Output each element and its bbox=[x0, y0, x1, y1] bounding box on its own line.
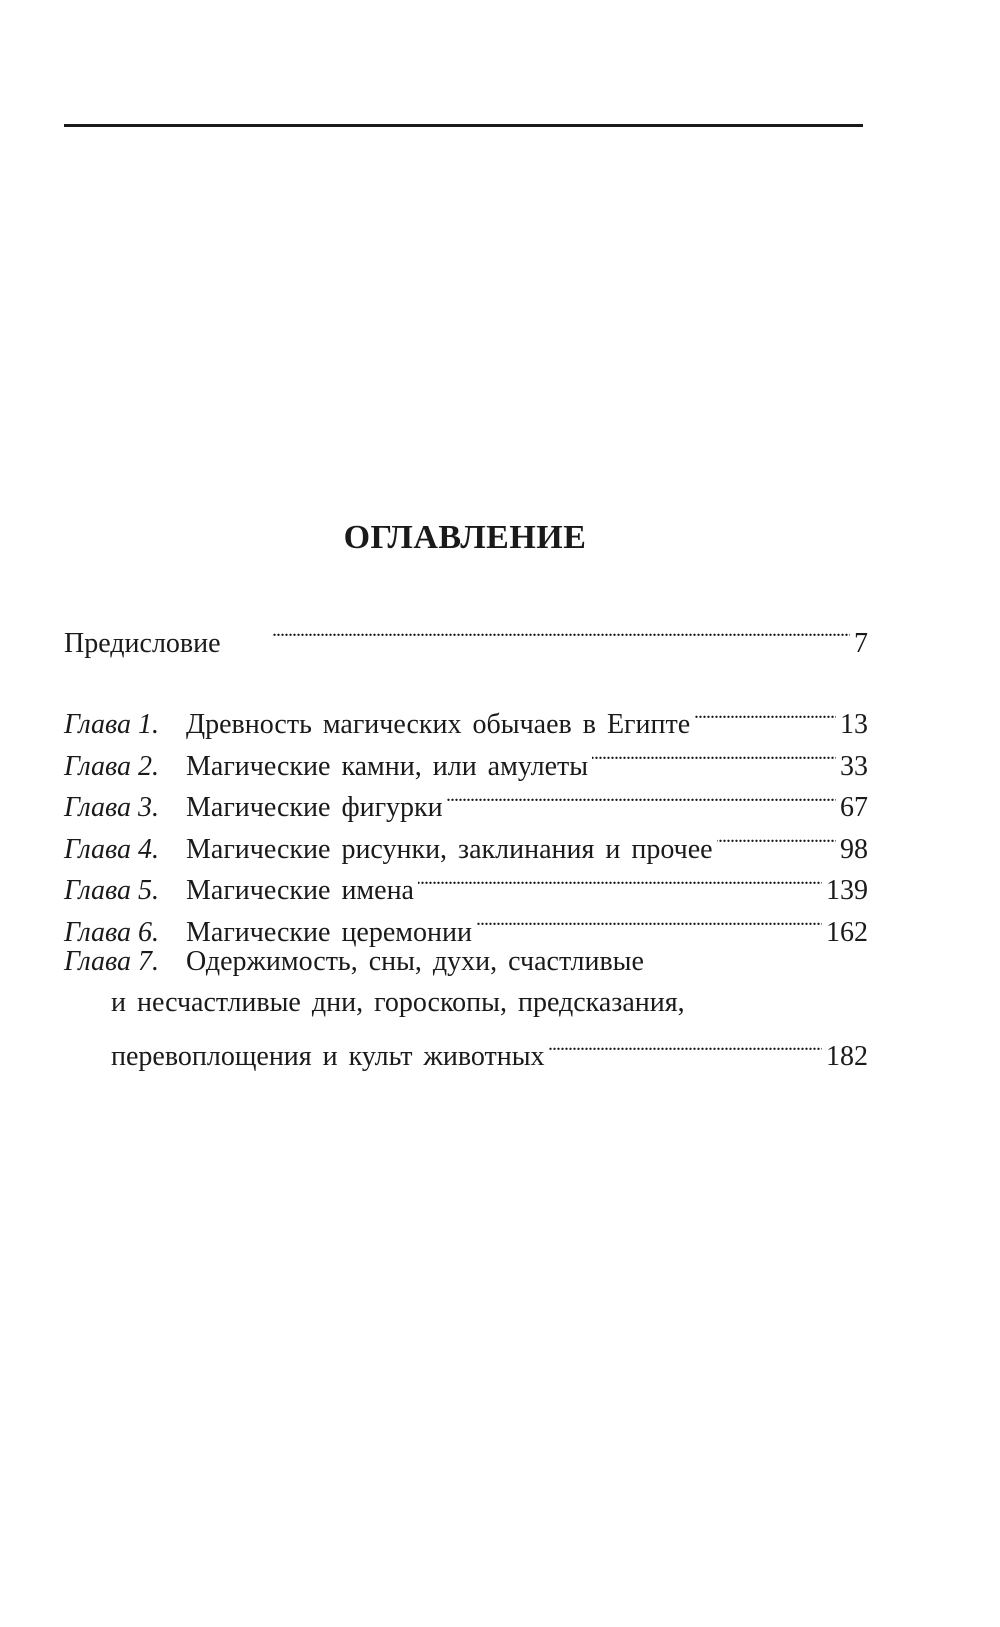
entry-line bbox=[64, 1024, 868, 1072]
entry-page-number: 7 bbox=[854, 627, 868, 659]
dot-leader bbox=[549, 1024, 822, 1066]
toc-entry-preface[interactable] bbox=[64, 610, 868, 659]
entry-page-number: 139 bbox=[826, 875, 868, 906]
dot-leader bbox=[694, 692, 836, 734]
table-of-contents bbox=[64, 610, 868, 1072]
entry-title-line-1: Одержимость, сны, духи, счастливые bbox=[186, 945, 644, 977]
chapter-label: Глава 6. bbox=[64, 916, 159, 948]
dot-leader bbox=[225, 610, 850, 652]
entry-title: Магические рисунки, заклинания и прочее bbox=[186, 833, 713, 865]
entry-line bbox=[64, 941, 868, 983]
entry-page-number: 98 bbox=[840, 833, 868, 865]
entry-line bbox=[64, 982, 868, 1024]
entry-page-number: 33 bbox=[840, 750, 868, 782]
entry-title: Магические церемонии bbox=[186, 916, 472, 948]
entry-page-number: 67 bbox=[840, 792, 868, 823]
entry-title: Магические фигурки bbox=[186, 792, 443, 823]
entry-page-number: 162 bbox=[826, 916, 868, 948]
dot-leader bbox=[476, 899, 822, 941]
chapter-label: Глава 5. bbox=[64, 875, 159, 906]
chapter-label: Глава 2. bbox=[64, 750, 159, 782]
toc-entry-chapter-7[interactable] bbox=[64, 941, 868, 1072]
toc-heading: ОГЛАВЛЕНИЕ bbox=[343, 519, 587, 556]
dot-leader bbox=[418, 858, 822, 900]
dot-leader bbox=[592, 733, 836, 775]
entry-title: Предисловие bbox=[64, 627, 221, 659]
chapter-label: Глава 4. bbox=[64, 833, 159, 865]
toc-entry-chapter-1[interactable] bbox=[64, 692, 868, 740]
chapter-label: Глава 1. bbox=[64, 709, 159, 740]
top-rule bbox=[64, 124, 863, 127]
dot-leader bbox=[447, 775, 836, 817]
entry-title: Магические имена bbox=[186, 875, 414, 906]
entry-title: Магические камни, или амулеты bbox=[186, 750, 589, 782]
entry-title-line-3: перевоплощения и культ животных bbox=[111, 1041, 545, 1072]
entry-title: Древность магических обычаев в Египте bbox=[186, 709, 691, 740]
entry-page-number: 182 bbox=[826, 1041, 868, 1072]
dot-leader bbox=[717, 816, 836, 858]
chapter-label: Глава 3. bbox=[64, 792, 159, 823]
chapter-label: Глава 7. bbox=[64, 945, 159, 977]
entry-page-number: 13 bbox=[840, 709, 868, 740]
entry-title-line-2: и несчастливые дни, гороскопы, предсказания, bbox=[111, 987, 685, 1018]
